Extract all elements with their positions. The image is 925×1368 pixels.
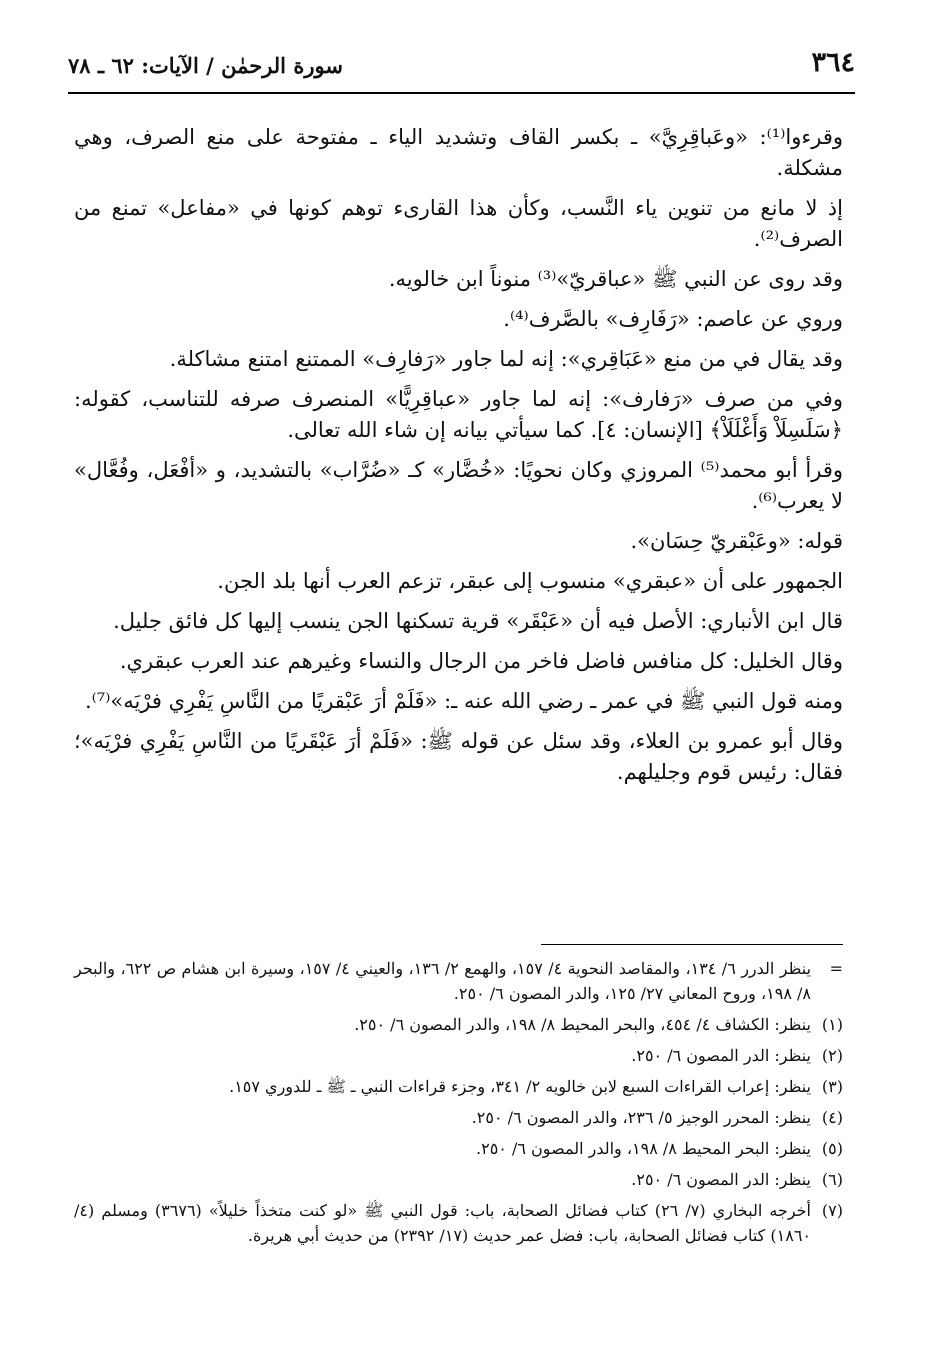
footnote: [74, 1167, 843, 1192]
footnote-mark: (٥): [821, 1139, 843, 1158]
footnote: [74, 1198, 843, 1248]
footnote-text: ينظر: الكشاف ٤/ ٤٥٤، والبحر المحيط ٨/ ١٩٨، والدر المصون ٦/ ٢٥٠.: [354, 1015, 811, 1034]
paragraph: وروي عن عاصم: «رَفَارِف» بالصَّرف⁽⁴⁾.: [503, 307, 843, 331]
paragraph: وفي من صرف «رَفارف»: إنه لما جاور «عباقِرِيًّا» المنصرف صرفه للتناسب، كقوله: ﴿سَلَسِلَاْ وَأَغْلَلَاْ﴾ [الإنسان: ٤]. كما سيأتي بيانه إن شاء الله تعالى.: [74, 387, 843, 442]
footnote-text: أخرجه البخاري (٧/ ٢٦) كتاب فضائل الصحابة، باب: قول النبي ﷺ «لو كنت متخذاً خليلاً» (٣٦٧٦) ومسلم (٤/ ١٨٦٠) كتاب فضائل الصحابة، باب: فضل عمر حديث (١٧/ ٢٣٩٢) من حديث أبي هريرة.: [74, 1201, 811, 1245]
footnote-text: ينظر الدرر ٦/ ١٣٤، والمقاصد النحوية ٤/ ١٥٧، والهمع ٢/ ١٣٦، والعيني ٤/ ١٥٧، وسيرة ابن هشام ص ٦٢٢، والبحر ٨/ ١٩٨، وروح المعاني ٢٧/ ١٢٥، والدر المصون ٦/ ٢٥٠.: [74, 959, 812, 1003]
page-number: ٣٦٤: [811, 47, 855, 78]
paragraph: وقد يقال في من منع «عَبَاقِري»: إنه لما جاور «رَفارِف» الممتنع امتنع مشاكلة.: [169, 347, 843, 371]
footnote: [74, 1136, 843, 1161]
paragraph: وقرأ أبو محمد⁽⁵⁾ المروزي وكان نحويًا: «خُضَّار» كـ «ضُرَّاب» بالتشديد، و «أفْعَل، وفُعَّال» لا يعرب⁽⁶⁾.: [74, 458, 843, 513]
footnote-mark: (٢): [821, 1046, 843, 1065]
footnote-text: ينظر: الدر المصون ٦/ ٢٥٠.: [631, 1170, 811, 1189]
paragraph: وقرءوا⁽¹⁾: «وعَباقِرِيَّ» ـ بكسر القاف وتشديد الياء ـ مفتوحة على منع الصرف، وهي مشكلة.: [74, 125, 843, 180]
footnote: [74, 1043, 843, 1068]
paragraph: وقد روى عن النبي ﷺ «عباقريّ»⁽³⁾ منوناً ابن خالويه.: [388, 267, 843, 291]
paragraph: قوله: «وعَبْقريّ حِسَان».: [630, 529, 843, 553]
main-text: [74, 122, 843, 797]
paragraph: قال ابن الأنباري: الأصل فيه أن «عَبْقَر» قرية تسكنها الجن ينسب إليها كل فائق جليل.: [113, 609, 843, 633]
footnote-mark: (٧): [821, 1201, 843, 1220]
footnote-text: ينظر: المحرر الوجيز ٥/ ٢٣٦، والدر المصون ٦/ ٢٥٠.: [471, 1108, 811, 1127]
paragraph: وقال الخليل: كل منافس فاضل فاخر من الرجال والنساء وغيرهم عند العرب عبقري.: [119, 649, 843, 673]
footnotes: [74, 956, 843, 1254]
paragraph: وقال أبو عمرو بن العلاء، وقد سئل عن قوله ﷺ: «فَلَمْ أرَ عَبْقَريًا من النَّاسِ يَفْرِي فرْيَه»؛ فقال: رئيس قوم وجليلهم.: [74, 729, 843, 784]
footnote-rule: [541, 944, 843, 945]
footnote-mark: (٦): [821, 1170, 843, 1189]
footnote: [74, 1105, 843, 1130]
footnote-mark: =: [829, 959, 843, 978]
footnote-mark: (٣): [821, 1077, 843, 1096]
footnote-text: ينظر: الدر المصون ٦/ ٢٥٠.: [631, 1046, 811, 1065]
footnote-mark: (١): [821, 1015, 843, 1034]
footnote-mark: (٤): [821, 1108, 843, 1127]
footnote-text: ينظر: إعراب القراءات السبع لابن خالويه ٢/ ٣٤١، وجزء قراءات النبي ـ ﷺ ـ للدوري ١٥٧.: [229, 1077, 811, 1096]
page-header: [68, 38, 855, 78]
paragraph: الجمهور على أن «عبقري» منسوب إلى عبقر، تزعم العرب أنها بلد الجن.: [217, 569, 843, 593]
footnote: [74, 1074, 843, 1099]
paragraph: إذ لا مانع من تنوين ياء النَّسب، وكأن هذا القارىء توهم كونها في «مفاعل» تمنع من الصرف⁽²⁾.: [74, 196, 843, 251]
paragraph: ومنه قول النبي ﷺ في عمر ـ رضي الله عنه ـ: «فَلَمْ أرَ عَبْقريًا من النَّاسِ يَفْرِي فرْيَه»⁽⁷⁾.: [84, 689, 843, 713]
surah-title: سورة الرحمٰن / الآيات: ٦٢ ـ ٧٨: [68, 53, 343, 78]
footnote-text: ينظر: البحر المحيط ٨/ ١٩٨، والدر المصون ٦/ ٢٥٠.: [476, 1139, 811, 1158]
footnote: [74, 956, 843, 1006]
header-rule: [68, 92, 855, 94]
footnote: [74, 1012, 843, 1037]
